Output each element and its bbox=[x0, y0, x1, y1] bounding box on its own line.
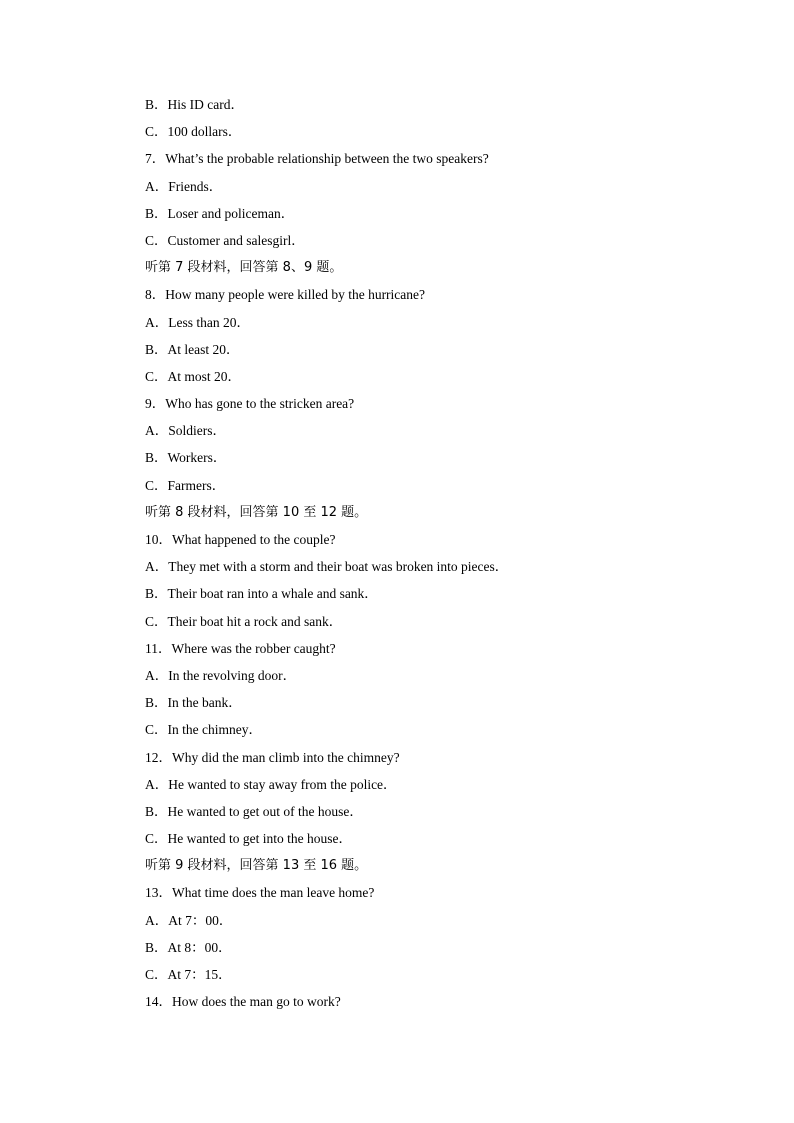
question-list bbox=[145, 96, 705, 1020]
option-c-q7: C．Customer and salesgirl． bbox=[145, 232, 305, 248]
option-a-q13: A．At 7：00． bbox=[145, 912, 233, 928]
question-11: 11．Where was the robber caught? bbox=[145, 640, 336, 656]
option-b-q9: B．Workers． bbox=[145, 450, 227, 466]
option-b-q13: B．At 8：00． bbox=[145, 939, 232, 955]
question-7: 7．What’s the probable relationship between the two speakers? bbox=[145, 151, 489, 167]
option-b-q8: B．At least 20． bbox=[145, 341, 240, 357]
option-b-q10: B．Their boat ran into a whale and sank． bbox=[145, 586, 378, 602]
question-12: 12．Why did the man climb into the chimney? bbox=[145, 749, 400, 765]
question-14: 14．How does the man go to work? bbox=[145, 994, 341, 1010]
section-instruction-7: 听第 7 段材料，回答第 8、9 题。 bbox=[145, 260, 343, 276]
section-instruction-9: 听第 9 段材料，回答第 13 至 16 题。 bbox=[145, 858, 368, 874]
option-c-q9: C．Farmers． bbox=[145, 477, 226, 493]
option-c-q12: C．He wanted to get into the house． bbox=[145, 831, 352, 847]
option-b-q7: B．Loser and policeman． bbox=[145, 205, 295, 221]
option-b-q11: B．In the bank． bbox=[145, 695, 242, 711]
option-a-q10: A．They met with a storm and their boat was broken into pieces． bbox=[145, 559, 509, 575]
option-b-q12: B．He wanted to get out of the house． bbox=[145, 803, 363, 819]
question-9: 9．Who has gone to the stricken area? bbox=[145, 396, 355, 412]
option-a-q12: A．He wanted to stay away from the police． bbox=[145, 776, 397, 792]
option-c-q11: C．In the chimney． bbox=[145, 722, 262, 738]
question-8: 8．How many people were killed by the hurricane? bbox=[145, 287, 426, 303]
option-a-q11: A．In the revolving door． bbox=[145, 667, 297, 683]
option-b-q6: B．His ID card． bbox=[145, 97, 244, 112]
option-a-q9: A．Soldiers． bbox=[145, 423, 226, 439]
option-a-q8: A．Less than 20． bbox=[145, 314, 250, 330]
section-instruction-8: 听第 8 段材料，回答第 10 至 12 题。 bbox=[145, 504, 368, 520]
option-c-q6: C．100 dollars． bbox=[145, 124, 242, 140]
question-10: 10．What happened to the couple? bbox=[145, 532, 336, 547]
option-c-q8: C．At most 20． bbox=[145, 368, 242, 384]
option-a-q7: A．Friends． bbox=[145, 178, 223, 194]
option-c-q13: C．At 7：15． bbox=[145, 967, 232, 982]
option-c-q10: C．Their boat hit a rock and sank． bbox=[145, 613, 343, 629]
question-13: 13．What time does the man leave home? bbox=[145, 885, 375, 901]
